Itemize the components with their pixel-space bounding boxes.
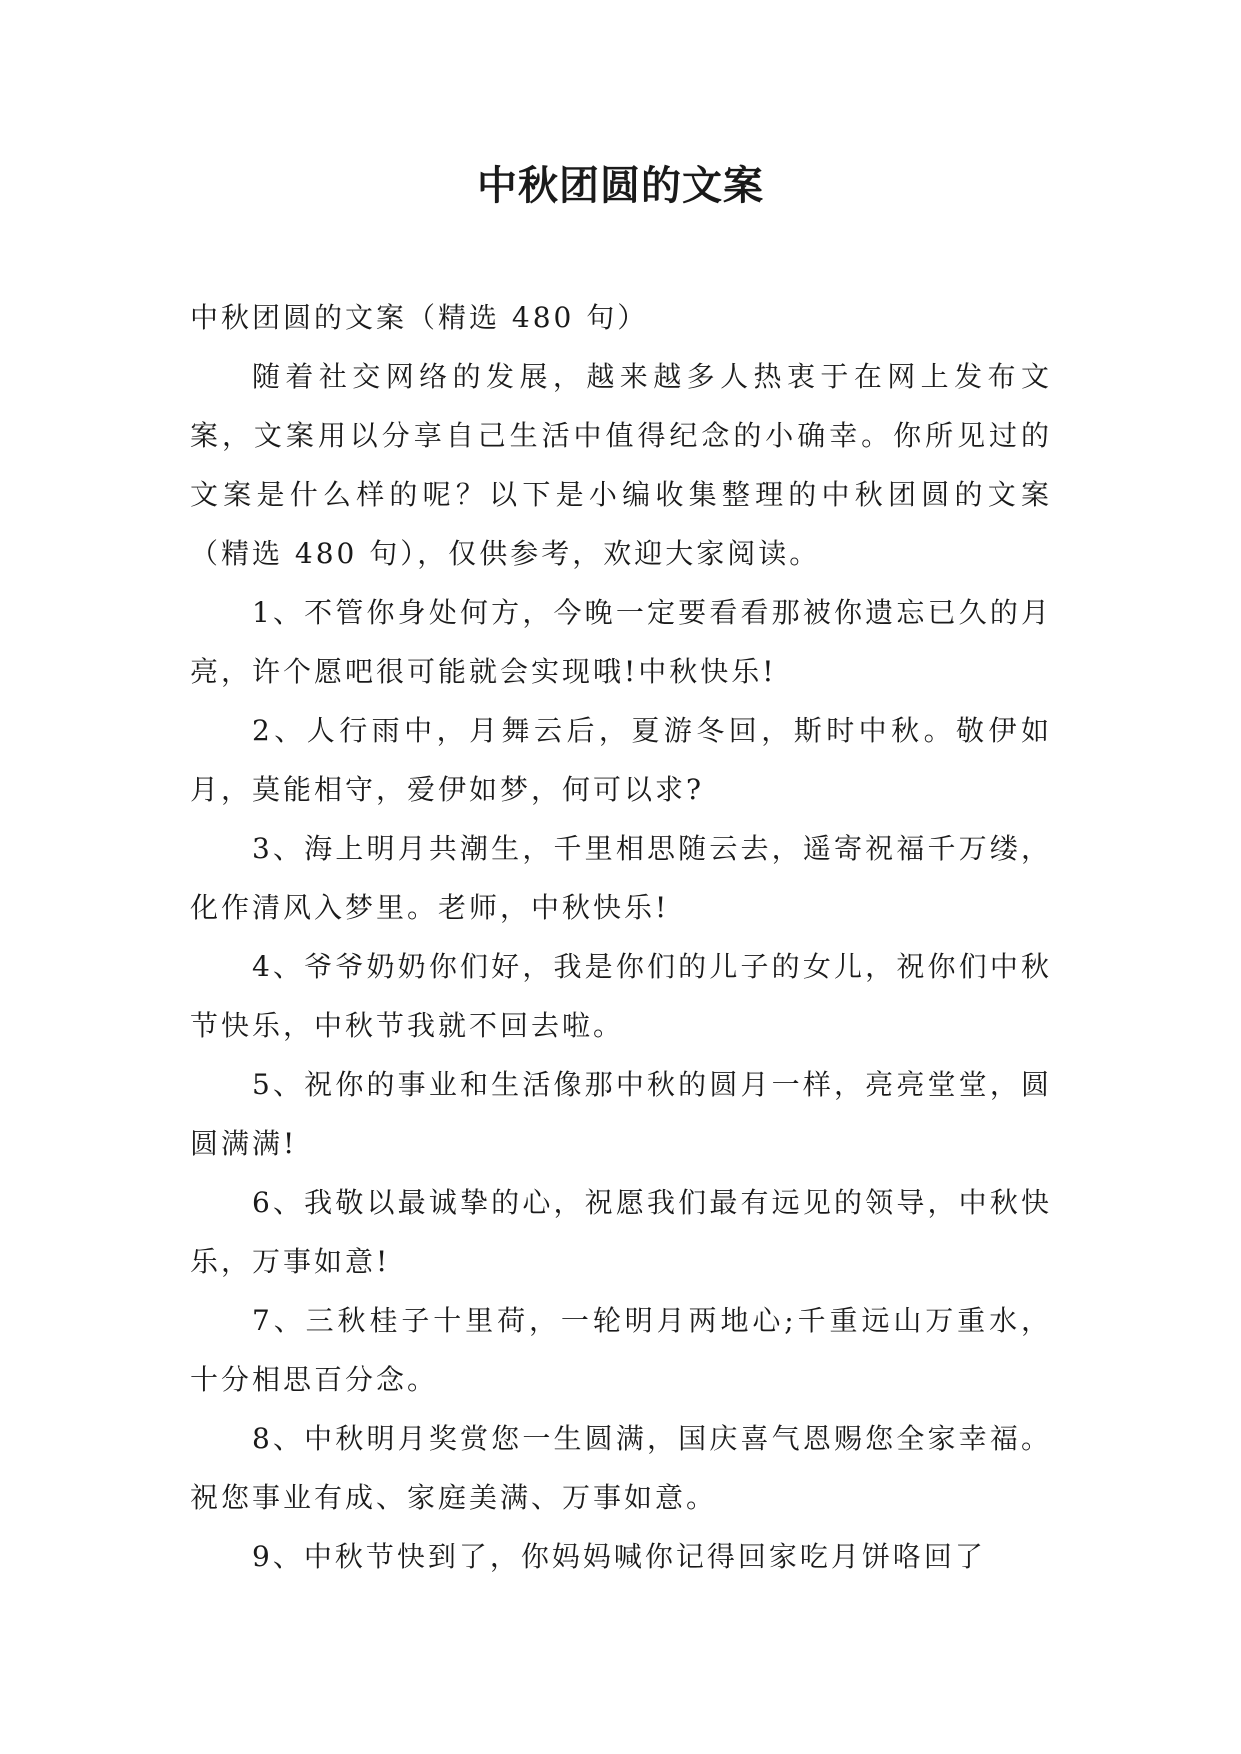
list-item: 3、海上明月共潮生，千里相思随云去，遥寄祝福千万缕，化作清风入梦里。老师，中秋快乐!	[190, 832, 1052, 924]
document-title: 中秋团圆的文案	[477, 163, 764, 209]
list-item: 7、三秋桂子十里荷，一轮明月两地心;千重远山万重水，十分相思百分念。	[190, 1304, 1052, 1396]
list-item: 9、中秋节快到了，你妈妈喊你记得回家吃月饼咯回了	[252, 1540, 986, 1573]
list-item: 5、祝你的事业和生活像那中秋的圆月一样，亮亮堂堂，圆圆满满!	[190, 1068, 1052, 1160]
list-item: 8、中秋明月奖赏您一生圆满，国庆喜气恩赐您全家幸福。祝您事业有成、家庭美满、万事如意。	[190, 1422, 1052, 1514]
document-body	[190, 288, 1052, 1586]
list-item: 6、我敬以最诚挚的心，祝愿我们最有远见的领导，中秋快乐，万事如意!	[190, 1186, 1052, 1278]
intro-paragraph: 随着社交网络的发展，越来越多人热衷于在网上发布文案，文案用以分享自己生活中值得纪念的小确幸。你所见过的文案是什么样的呢？以下是小编收集整理的中秋团圆的文案（精选 480 句），仅供参考，欢迎大家阅读。	[190, 360, 1052, 570]
list-item: 2、人行雨中，月舞云后，夏游冬回，斯时中秋。敬伊如月，莫能相守，爱伊如梦，何可以求?	[190, 714, 1052, 806]
list-item: 1、不管你身处何方，今晚一定要看看那被你遗忘已久的月亮，许个愿吧很可能就会实现哦!中秋快乐!	[190, 596, 1052, 688]
list-item: 4、爷爷奶奶你们好，我是你们的儿子的女儿，祝你们中秋节快乐，中秋节我就不回去啦。	[190, 950, 1052, 1042]
document-subtitle: 中秋团圆的文案（精选 480 句）	[190, 301, 649, 334]
